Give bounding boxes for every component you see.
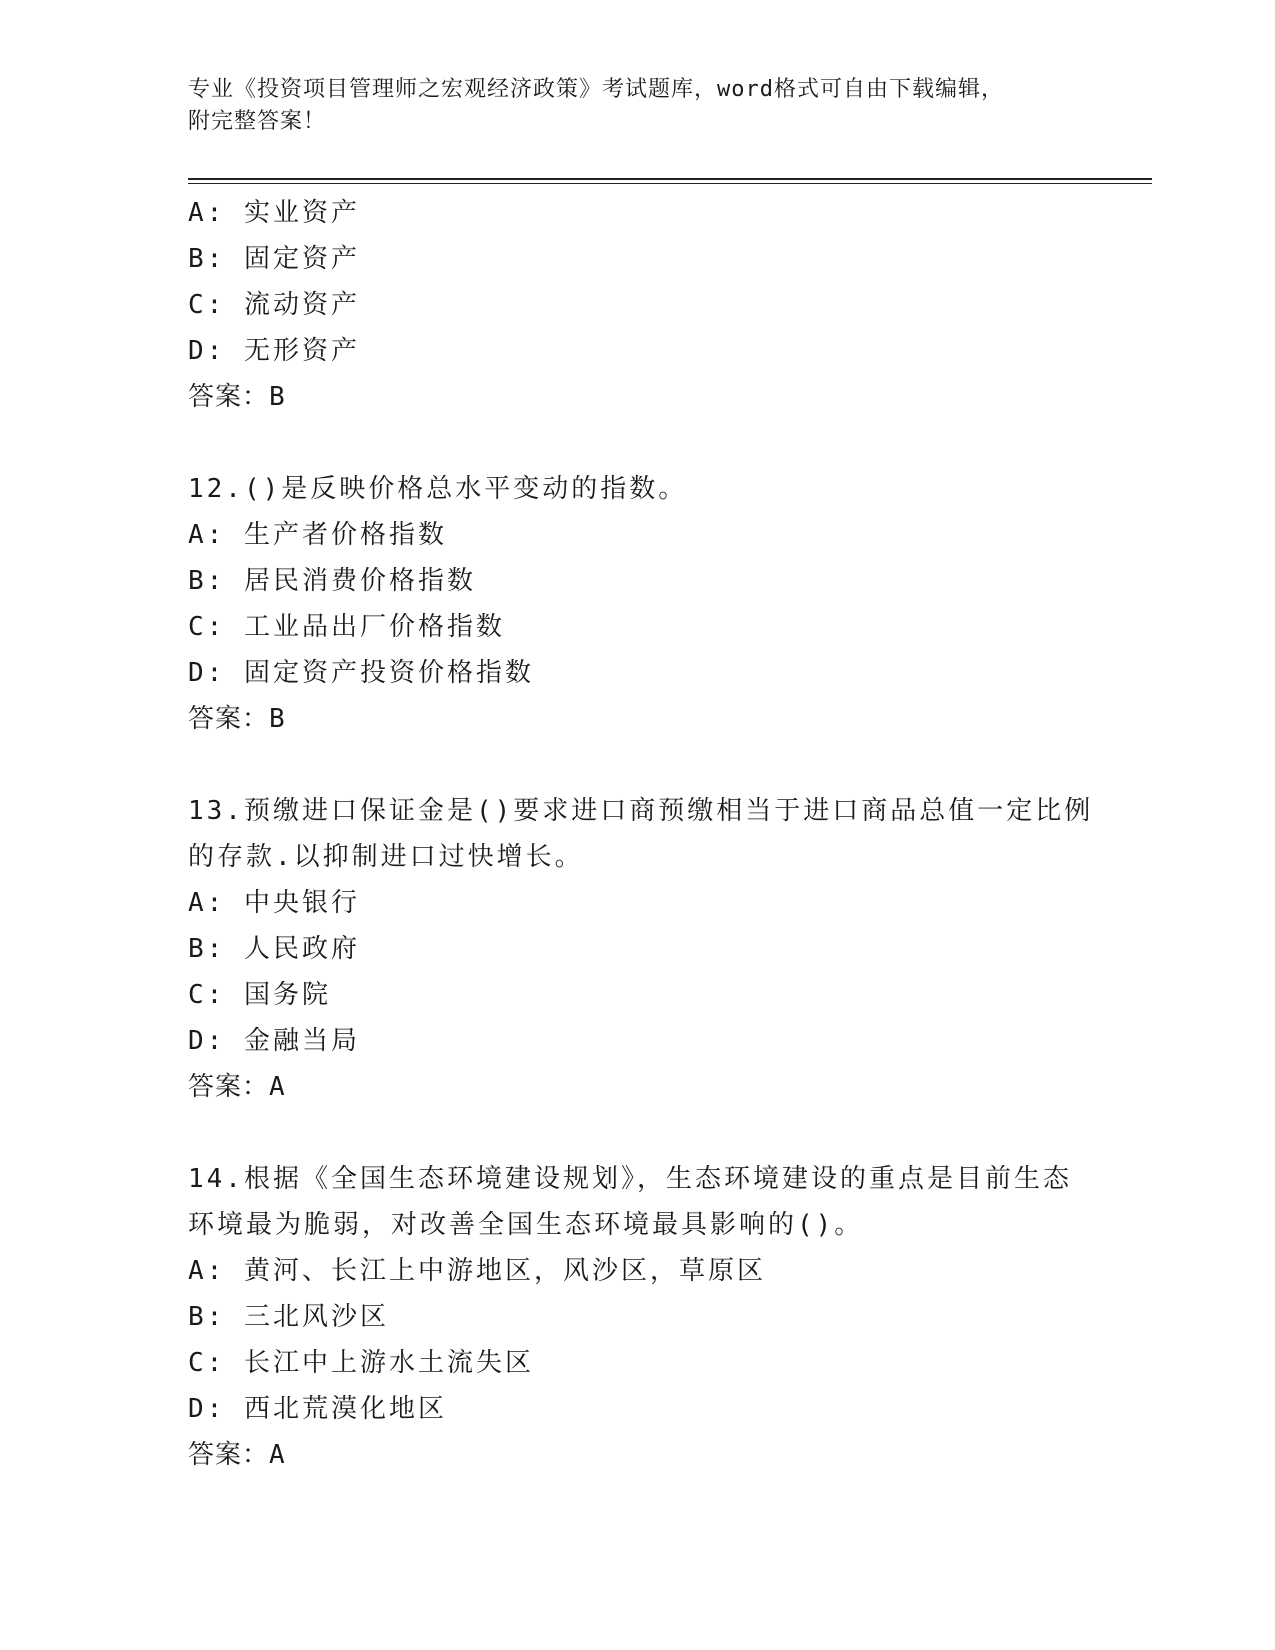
question-stem: 14.根据《全国生态环境建设规划》，生态环境建设的重点是目前生态	[188, 1164, 1072, 1194]
answer-value: A	[269, 1072, 286, 1102]
answer-line: 答案：B	[188, 382, 286, 412]
answer-line: 答案：B	[188, 704, 286, 734]
header-rule-thick	[188, 178, 1152, 180]
option-c: C: 国务院	[188, 980, 331, 1010]
option-d: D: 金融当局	[188, 1026, 360, 1056]
option-b: B: 固定资产	[188, 244, 360, 274]
document-header	[188, 74, 1088, 138]
question-block	[188, 466, 1108, 742]
option-b: B: 人民政府	[188, 934, 360, 964]
option-b: B: 三北风沙区	[188, 1302, 389, 1332]
answer-value: B	[269, 382, 286, 412]
question-block	[188, 788, 1108, 1110]
question-stem: 13.预缴进口保证金是()要求进口商预缴相当于进口商品总值一定比例	[188, 796, 1094, 826]
question-block	[188, 1156, 1108, 1478]
spacer	[188, 1110, 1108, 1156]
option-c: C: 流动资产	[188, 290, 360, 320]
answer-value: B	[269, 704, 286, 734]
question-block	[188, 190, 1108, 420]
question-list	[188, 190, 1108, 1478]
question-stem: 12.()是反映价格总水平变动的指数。	[188, 474, 688, 504]
spacer	[188, 742, 1108, 788]
header-line-2: 附完整答案！	[188, 109, 327, 134]
option-a: A: 黄河、长江上中游地区，风沙区，草原区	[188, 1256, 766, 1286]
question-stem-continued: 环境最为脆弱，对改善全国生态环境最具影响的()。	[188, 1210, 864, 1240]
header-line-1: 专业《投资项目管理师之宏观经济政策》考试题库，word格式可自由下载编辑，	[188, 77, 1004, 102]
spacer	[188, 420, 1108, 466]
option-c: C: 工业品出厂价格指数	[188, 612, 505, 642]
option-c: C: 长江中上游水土流失区	[188, 1348, 534, 1378]
question-stem-continued: 的存款.以抑制进口过快增长。	[188, 842, 584, 872]
option-d: D: 无形资产	[188, 336, 360, 366]
answer-line: 答案：A	[188, 1440, 286, 1470]
answer-value: A	[269, 1440, 286, 1470]
option-d: D: 西北荒漠化地区	[188, 1394, 447, 1424]
answer-line: 答案：A	[188, 1072, 286, 1102]
option-d: D: 固定资产投资价格指数	[188, 658, 534, 688]
option-a: A: 中央银行	[188, 888, 360, 918]
option-a: A: 生产者价格指数	[188, 520, 447, 550]
option-a: A: 实业资产	[188, 198, 360, 228]
option-b: B: 居民消费价格指数	[188, 566, 476, 596]
header-rule-thin	[188, 183, 1152, 184]
